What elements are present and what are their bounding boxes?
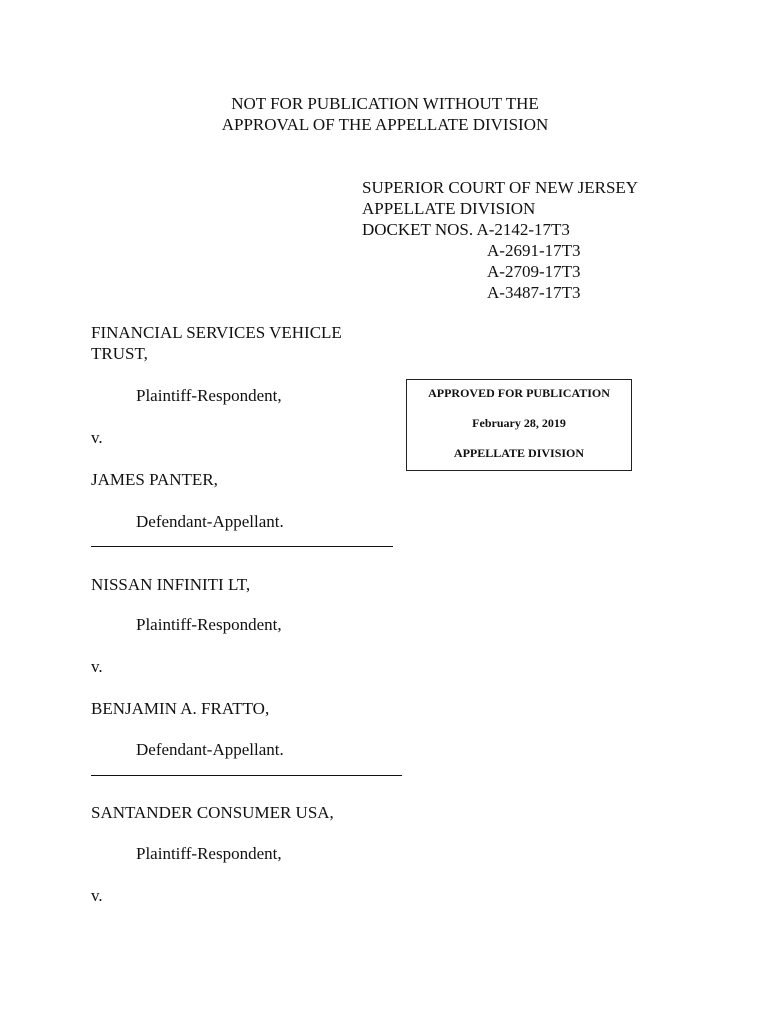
defendant-name: BENJAMIN A. FRATTO, — [91, 699, 270, 718]
docket-number: A-2691-17T3 — [487, 241, 581, 260]
publication-notice-line1: NOT FOR PUBLICATION WITHOUT THE — [231, 94, 539, 113]
plaintiff-name: FINANCIAL SERVICES VEHICLE — [91, 323, 342, 342]
publication-notice-line2: APPROVAL OF THE APPELLATE DIVISION — [221, 115, 549, 134]
plaintiff-role: Plaintiff-Respondent, — [136, 615, 282, 634]
docket-number: A-3487-17T3 — [487, 283, 581, 302]
caption-divider — [91, 775, 402, 776]
versus: v. — [91, 657, 103, 676]
approval-stamp — [406, 379, 632, 471]
court-name: SUPERIOR COURT OF NEW JERSEY — [362, 178, 639, 197]
plaintiff-role: Plaintiff-Respondent, — [136, 386, 282, 405]
docket-number: A-2709-17T3 — [487, 262, 581, 281]
docket-line — [362, 219, 638, 240]
versus: v. — [91, 886, 103, 905]
court-caption — [362, 177, 638, 303]
plaintiff-name-continued: TRUST, — [91, 344, 148, 363]
plaintiff-role: Plaintiff-Respondent, — [136, 844, 282, 863]
plaintiff-name: NISSAN INFINITI LT, — [91, 575, 251, 594]
defendant-role: Defendant-Appellant. — [136, 740, 284, 759]
approval-stamp-division: APPELLATE DIVISION — [453, 446, 585, 460]
court-division: APPELLATE DIVISION — [362, 199, 536, 218]
docket-label: DOCKET NOS. — [362, 220, 477, 239]
plaintiff-name: SANTANDER CONSUMER USA, — [91, 803, 334, 822]
publication-notice — [0, 93, 770, 135]
defendant-name: JAMES PANTER, — [91, 470, 218, 489]
approval-stamp-date: February 28, 2019 — [472, 416, 566, 430]
versus: v. — [91, 428, 103, 447]
defendant-role: Defendant-Appellant. — [136, 512, 284, 531]
approval-stamp-title: APPROVED FOR PUBLICATION — [428, 386, 610, 400]
docket-number: A-2142-17T3 — [476, 220, 570, 239]
caption-divider — [91, 546, 393, 547]
